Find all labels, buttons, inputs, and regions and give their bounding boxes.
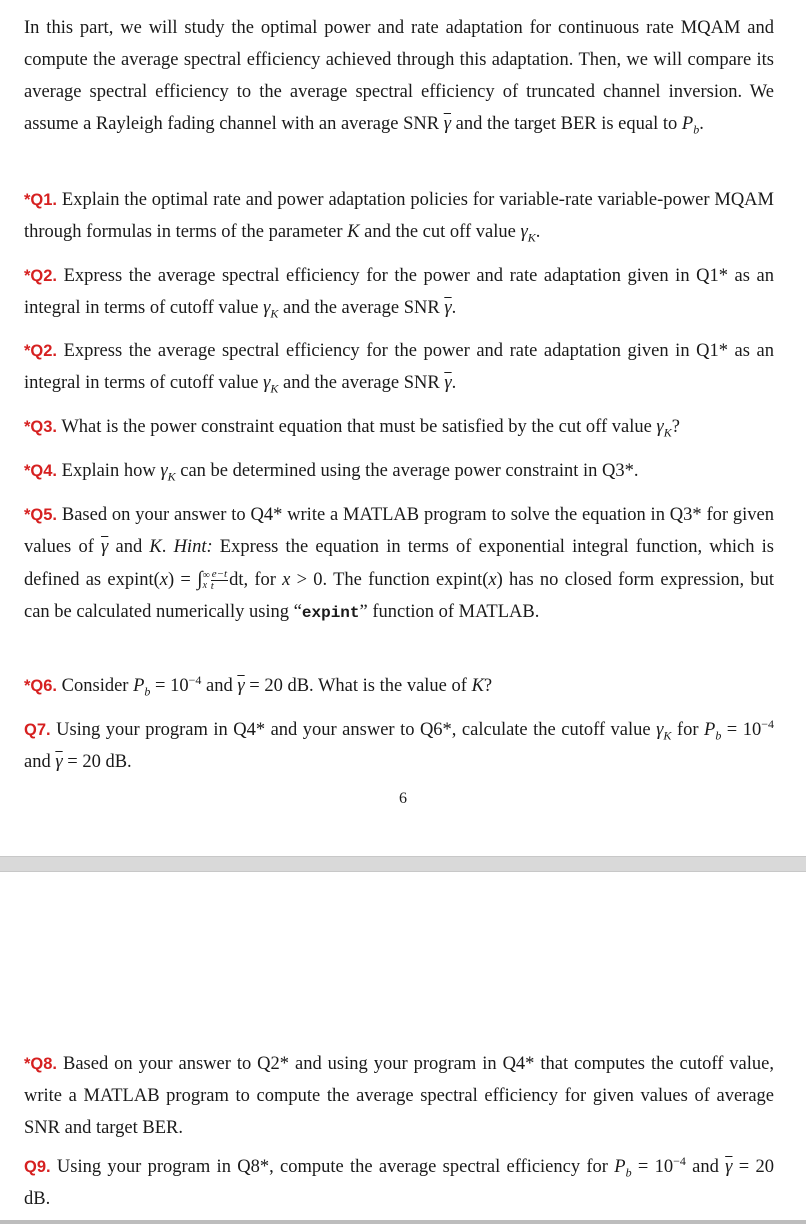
page-separator xyxy=(0,856,806,872)
question-label: *Q4. xyxy=(24,462,58,480)
matlab-function-name: expint xyxy=(301,604,360,622)
question-q5: *Q5. Based on your answer to Q4* write a MATLAB program to solve the equation in Q3* for given values of $\overline{\gamma}$ and K. Hint: Express the equation in terms of exponential integral function, which is defined as expint(x) = ∫ ∞ x $\frac{e-t}{t}$ dt, for x > 0. The function expint(x) has no closed form expression, but can be calculated numerically using “expint” function of MATLAB. xyxy=(24,505,774,622)
question-q1: *Q1. Explain the optimal rate and power adaptation policies for variable-rate variable-power MQAM through formulas in terms of the parameter K and the cut off value $\gamma_K$. xyxy=(24,190,774,245)
page-number: 6 xyxy=(399,790,407,807)
question-q6: *Q6. Consider $P_b = 10^{-4}$ and $\overline{\gamma} = 20$ dB. What is the value of K? xyxy=(24,672,493,699)
question-label: *Q3. xyxy=(24,418,58,436)
question-label: *Q5. xyxy=(24,506,58,524)
question-label: *Q1. xyxy=(24,191,58,209)
question-q2-second: *Q2. Express the average spectral efficiency for the power and rate adaptation given in Q1* as an integral in terms of cutoff value $\gamma_K$ and the average SNR $\overline{\gamma}$. xyxy=(24,341,774,396)
question-q7: Q7. Using your program in Q4* and your answer to Q6*, calculate the cutoff value $\gamma_K$ for $P_b = 10^{-4}$ and $\overline{\gamma} = 20$ dB. xyxy=(24,716,775,772)
intro-paragraph: In this part, we will study the optimal power and rate adaptation for continuous rate MQAM and compute the average spectral efficiency achieved through this adaptation. Then, we will compare its average spectral efficiency to the average spectral efficiency of truncated channel inversion. We assume a Rayleigh fading channel with an average SNR $\overline{\gamma}$ and the target BER is equal to $P_b$. xyxy=(24,18,774,137)
document-page-2 xyxy=(0,872,806,1224)
question-q9: Q9. Using your program in Q8*, compute the average spectral efficiency for $P_b = 10^{-4}$ and $\overline{\gamma} = 20$ dB. xyxy=(24,1153,774,1209)
question-label: *Q2. xyxy=(24,267,58,285)
question-label: Q9. xyxy=(24,1158,51,1176)
integral-symbol: ∫ xyxy=(197,568,203,590)
page-bottom-edge xyxy=(0,1220,806,1224)
question-label: *Q2. xyxy=(24,342,58,360)
integrand-fraction: $\frac{e-t}{t}$ xyxy=(210,568,228,593)
question-label: *Q6. xyxy=(24,677,58,695)
question-q3: *Q3. What is the power constraint equation that must be satisfied by the cut off value $\gamma_K$? xyxy=(24,417,680,440)
gamma-bar-symbol: $\overline{\gamma}$ xyxy=(443,114,452,134)
question-q8: *Q8. Based on your answer to Q2* and using your program in Q4* that computes the cutoff value, write a MATLAB program to compute the average spectral efficiency for given values of average SNR and target BER. xyxy=(24,1054,774,1138)
question-label: Q7. xyxy=(24,721,51,739)
question-label: *Q8. xyxy=(24,1055,58,1073)
question-q2-first: *Q2. Express the average spectral efficiency for the power and rate adaptation given in Q1* as an integral in terms of cutoff value $\gamma_K$ and the average SNR $\overline{\gamma}$. xyxy=(24,266,774,321)
question-q4: *Q4. Explain how $\gamma_K$ can be determined using the average power constraint in Q3*. xyxy=(24,461,639,484)
